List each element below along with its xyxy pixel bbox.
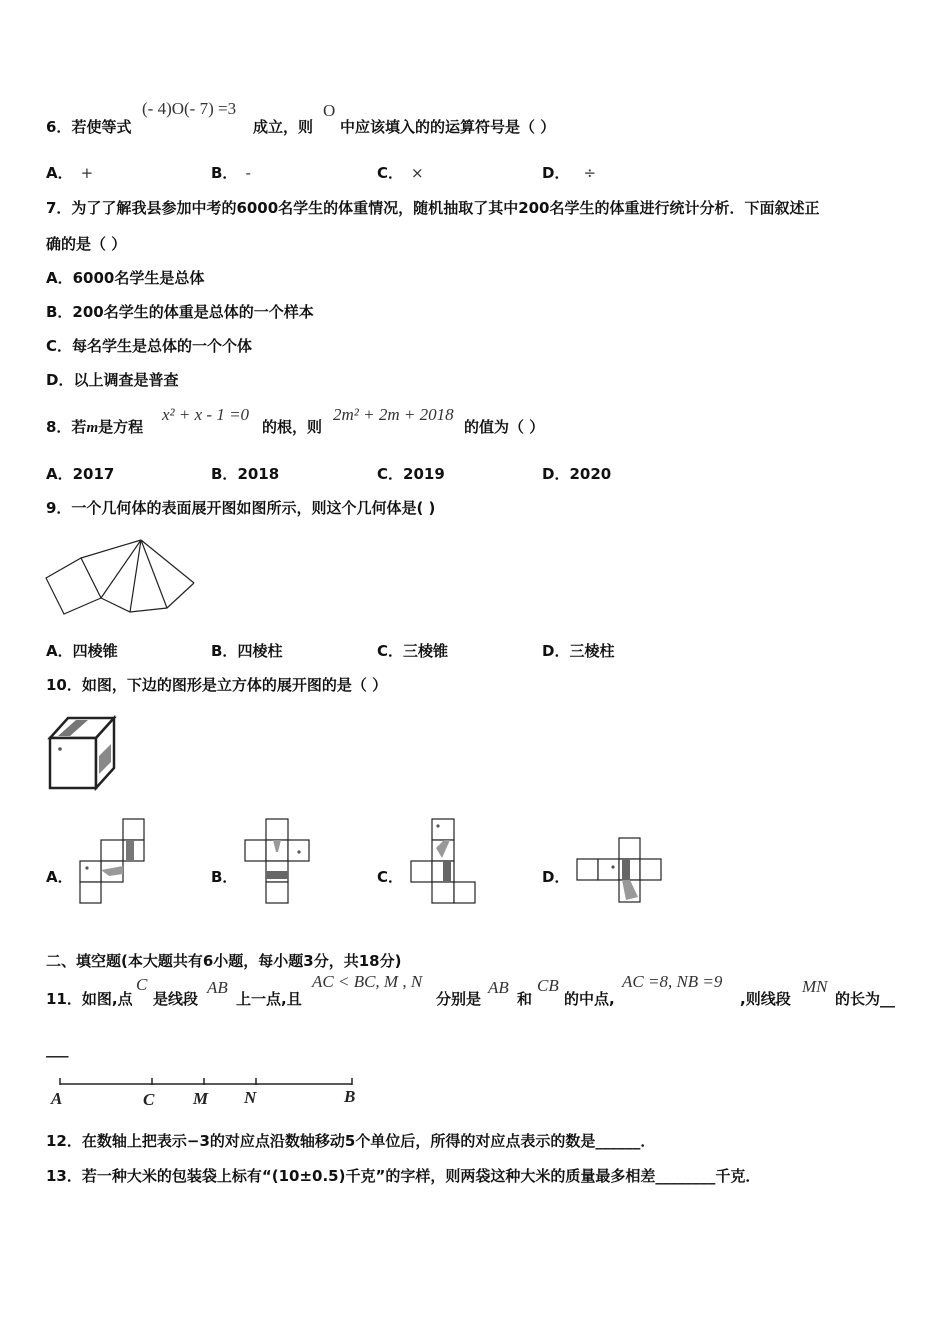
q10-option-b-net [244, 818, 312, 904]
q10-option-b: B． [211, 868, 238, 886]
q7-stem-line2: 确的是（ ） [46, 235, 127, 253]
q11-values: AC =8, NB =9 [622, 972, 723, 991]
q11-stem-start: 11．如图,点 [46, 990, 133, 1008]
q11-condition: AC < BC, M , N [312, 972, 423, 991]
q10-stem: 10．如图，下边的图形是立方体的展开图的是（ ） [46, 676, 388, 694]
q8-option-d: D．2020 [542, 465, 612, 483]
q9-option-b: B．四棱柱 [211, 642, 283, 660]
q6-option-c: C． × [377, 164, 424, 182]
q10-option-c: C． [377, 868, 404, 886]
q11-text-2: 上一点,且 [236, 990, 302, 1008]
q12-stem: 12．在数轴上把表示−3的对应点沿数轴移动5个单位后，所得的对应点表示的数是______． [46, 1132, 656, 1150]
q9-net-square [46, 558, 101, 614]
q11-text-4: 和 [517, 990, 533, 1008]
q11-text-5: 的中点, [564, 990, 615, 1008]
q6-stem-end: 中应该填入的的运算符号是（ ） [340, 118, 556, 136]
q11-segment-ab-2: AB [488, 978, 509, 997]
q11-text-6: ,则线段 [740, 990, 791, 1008]
q8-expression: 2m² + 2m + 2018 [333, 405, 454, 424]
q11-label-n: N [244, 1088, 257, 1107]
q11-answer-blank: ___ [46, 1040, 69, 1058]
q11-segment-ab: AB [207, 978, 228, 997]
q6-stem-mid: 成立，则 [253, 118, 314, 136]
q11-segment-cb: CB [537, 976, 559, 995]
q9-net-figure [44, 538, 196, 616]
q11-text-1: 是线段 [153, 990, 199, 1008]
q6-option-d: D． ÷ [542, 164, 597, 182]
q8-equation: x² + x - 1 =0 [162, 405, 250, 424]
q11-label-m: M [193, 1089, 209, 1108]
q7-option-b: B．200名学生的体重是总体的一个样本 [46, 303, 314, 321]
q11-point-c: C [136, 975, 148, 994]
q7-option-d: D．以上调查是普查 [46, 371, 179, 389]
q6-expression: (- 4)O(- 7) =3 [142, 99, 237, 118]
q11-segment-figure [48, 1074, 364, 1110]
q6-stem: 6．若使等式 [46, 118, 132, 136]
q8-stem-start: 8．若m是方程 [46, 418, 144, 436]
q10-option-c-net [410, 818, 478, 904]
q6-option-a: A． + [46, 164, 94, 182]
q8-stem-mid: 的根，则 [262, 418, 323, 436]
q10-cube-figure [48, 716, 118, 790]
q11-segment-mn: MN [802, 977, 828, 996]
q11-label-a: A [51, 1089, 63, 1108]
q10-option-a-net [79, 818, 147, 904]
q13-stem: 13．若一种大米的包装袋上标有“(10±0.5)千克”的字样，则两袋这种大米的质量最多相差________千克． [46, 1167, 761, 1185]
q7-option-a: A．6000名学生是总体 [46, 269, 205, 287]
q8-stem-end: 的值为（ ） [464, 418, 545, 436]
q11-text-3: 分别是 [436, 990, 482, 1008]
q11-text-7: 的长为__ [835, 990, 896, 1008]
q11-label-c: C [143, 1090, 155, 1109]
q10-option-d-net [576, 837, 664, 905]
q9-option-a: A．四棱锥 [46, 642, 118, 660]
q7-stem-line1: 7．为了了解我县参加中考的6000名学生的体重情况，随机抽取了其中200名学生的体重进行统计分析．下面叙述正 [46, 199, 820, 217]
section-2-title: 二、填空题(本大题共有6小题，每小题3分，共18分) [46, 952, 402, 970]
q6-option-b: B． - [211, 164, 251, 182]
q9-stem: 9．一个几何体的表面展开图如图所示，则这个几何体是( ) [46, 499, 436, 517]
q7-option-c: C．每名学生是总体的一个个体 [46, 337, 253, 355]
q11-label-b: B [344, 1087, 356, 1106]
q9-option-d: D．三棱柱 [542, 642, 615, 660]
q8-option-a: A．2017 [46, 465, 115, 483]
q8-option-b: B．2018 [211, 465, 280, 483]
q6-circle-symbol: O [323, 101, 336, 120]
q8-option-c: C．2019 [377, 465, 445, 483]
q9-option-c: C．三棱锥 [377, 642, 449, 660]
q10-option-a: A． [46, 868, 73, 886]
q10-option-d: D． [542, 868, 570, 886]
